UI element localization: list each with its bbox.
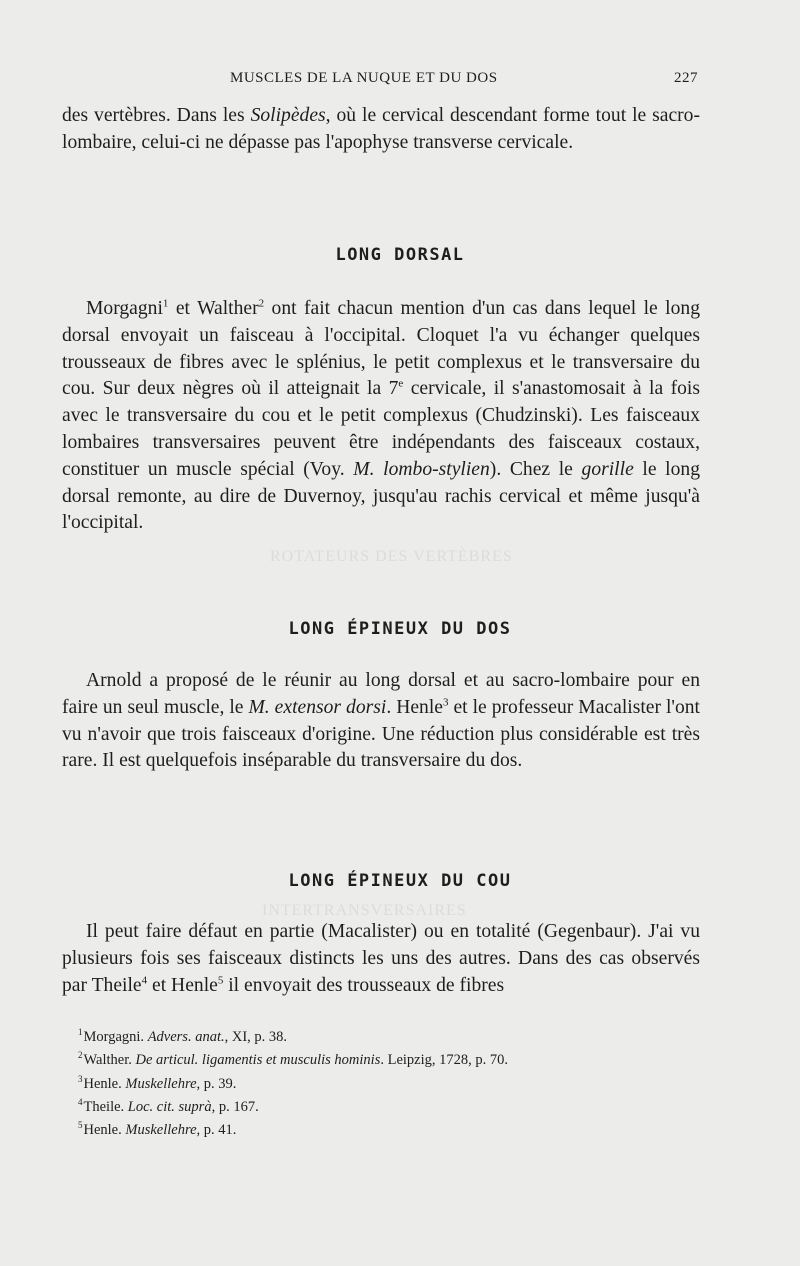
footnote-ref: 5	[217, 974, 224, 987]
ordinal-suffix: e	[398, 377, 404, 390]
italic-term: gorille	[581, 458, 634, 480]
section-heading-long-dorsal: LONG DORSAL	[335, 245, 465, 265]
italic-term: Solipèdes	[250, 105, 326, 126]
running-title: MUSCLES DE LA NUQUE ET DU DOS	[230, 70, 498, 86]
footnote: $^1$Morgagni. Advers. anat., XI, p. 38.	[78, 1027, 288, 1045]
italic-term: M. lombo-stylien	[353, 458, 490, 480]
bleed-through-heading: ROTATEURS DES VERTÈBRES	[270, 548, 513, 565]
footnote-ref: 4	[141, 974, 148, 987]
footnotes	[78, 1026, 698, 1142]
footnote: $^5$Henle. Muskellehre, p. 41.	[78, 1120, 237, 1139]
footnote: $^2$Walther. De articul. ligamentis et musculis hominis. Leipzig, 1728, p. 70.	[78, 1050, 509, 1069]
footnote: $^3$Henle. Muskellehre, p. 39.	[78, 1073, 237, 1092]
page-number: 227	[674, 70, 698, 86]
footnote-ref: 2	[258, 297, 265, 310]
section-heading-long-epineux-cou: LONG ÉPINEUX DU COU	[288, 871, 512, 891]
paragraph-long-epineux-cou: Il peut faire défaut en partie (Macalister) ou en totalité (Gegenbaur). J'ai vu plusieurs fois ses faisceaux distincts les uns des autres. Dans des cas observés par Theile$^4$ et Henle$^5$ il envoyait des trousseaux de fibres	[62, 921, 700, 996]
intro-paragraph: des vertèbres. Dans les Solipèdes, où le cervical descendant forme tout le sacro-lombaire, celui-ci ne dépasse pas l'apophyse transverse cervicale.	[62, 105, 700, 153]
section-heading-long-epineux-dos: LONG ÉPINEUX DU DOS	[288, 619, 512, 639]
paragraph-long-epineux-dos: Arnold a proposé de le réunir au long dorsal et au sacro-lombaire pour en faire un seul muscle, le M. extensor dorsi. Henle$^3$ et le professeur Macalister l'ont vu n'avoir que trois faisceaux d'origine. Une réduction plus considérable est très rare. Il est quelquefois inséparable du transversaire du dos.	[62, 670, 700, 772]
running-header	[62, 70, 700, 96]
footnote-ref: 3	[443, 696, 449, 709]
footnote-ref: 1	[162, 297, 169, 310]
italic-term: M. extensor dorsi	[248, 696, 387, 718]
bleed-through-heading: INTERTRANSVERSAIRES	[262, 902, 467, 919]
paragraph-long-dorsal: Morgagni$^1$ et Walther$^2$ ont fait chacun mention d'un cas dans lequel le long dorsal envoyait un faisceau à l'occipital. Cloquet l'a vu échanger quelques trousseaux de fibres avec le splénius, le petit complexus et le transversaire du cou. Sur deux nègres où il atteignait la 7e cervicale, il s'anastomosait à la fois avec le transversaire du cou et le petit complexus (Chudzinski). Les faisceaux lombaires transversaires peuvent être indépendants des faisceaux costaux, constituer un muscle spécial (Voy. M. lombo-stylien). Chez le gorille le long dorsal remonte, au dire de Duvernoy, jusqu'au rachis cervical et même jusqu'à l'occipital.	[62, 297, 700, 534]
footnote: $^4$Theile. Loc. cit. suprà, p. 167.	[78, 1097, 259, 1115]
